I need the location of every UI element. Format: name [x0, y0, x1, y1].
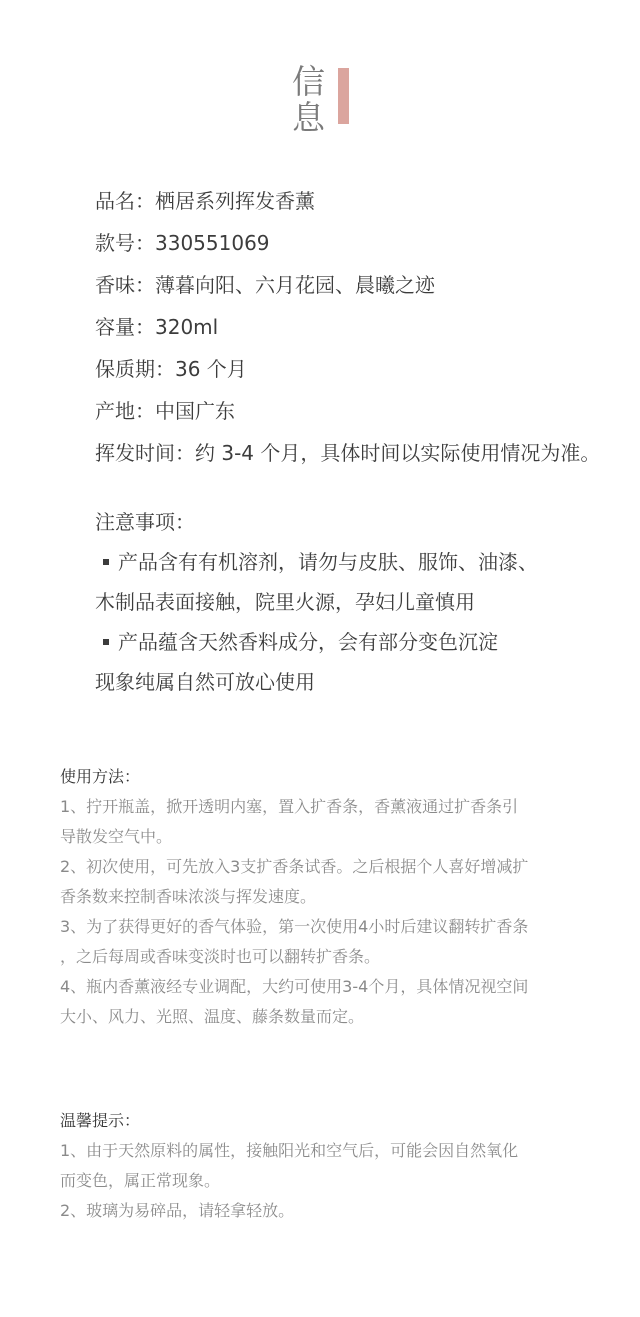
usage-title: 使用方法： [60, 767, 141, 786]
usage-line: 香条数来控制香味浓淡与挥发速度。 [60, 887, 317, 906]
precaution-item-2-text: 产品蕴含天然香料成分，会有部分变色沉淀 [118, 630, 498, 654]
precaution-item-2 [95, 622, 635, 662]
section-heading [290, 64, 370, 140]
usage-section [60, 762, 620, 1032]
usage-line: 大小、风力、光照、温度、藤条数量而定。 [60, 1007, 365, 1026]
precaution-item-1-cont: 木制品表面接触，院里火源，孕妇儿童慎用 [95, 590, 475, 614]
info-shelf-life: 保质期：36 个月 [95, 357, 247, 381]
info-volatilization-time: 挥发时间：约 3-4 个月，具体时间以实际使用情况为准。 [95, 441, 601, 465]
usage-line: 2、初次使用，可先放入3支扩香条试香。之后根据个人喜好增减扩 [60, 857, 529, 876]
usage-line: 4、瓶内香薰液经专业调配，大约可使用3-4个月，具体情况视空间 [60, 977, 529, 996]
usage-line: 导散发空气中。 [60, 827, 173, 846]
bullet-icon [103, 639, 109, 645]
info-volume: 容量：320ml [95, 315, 219, 339]
heading-char-1: 信 [292, 62, 325, 101]
info-product-name: 品名：栖居系列挥发香薰 [95, 189, 315, 213]
tips-line: 1、由于天然原料的属性，接触阳光和空气后，可能会因自然氧化 [60, 1141, 519, 1160]
precaution-item-1 [95, 542, 635, 582]
heading-char-2: 息 [292, 98, 325, 137]
usage-line: ，之后每周或香味变淡时也可以翻转扩香条。 [60, 947, 381, 966]
bullet-icon [103, 559, 109, 565]
info-model-number: 款号：330551069 [95, 231, 270, 255]
precaution-item-1-text: 产品含有有机溶剂，请勿与皮肤、服饰、油漆、 [118, 550, 538, 574]
precautions-title: 注意事项： [95, 510, 195, 534]
info-scent: 香味：薄暮向阳、六月花园、晨曦之迹 [95, 273, 435, 297]
usage-line: 1、拧开瓶盖，掀开透明内塞，置入扩香条，香薰液通过扩香条引 [60, 797, 519, 816]
precaution-item-2-cont: 现象纯属自然可放心使用 [95, 670, 315, 694]
tips-section [60, 1106, 620, 1226]
info-origin: 产地：中国广东 [95, 399, 235, 423]
heading-accent-bar [338, 68, 349, 124]
tips-line: 而变色，属正常现象。 [60, 1171, 221, 1190]
usage-line: 3、为了获得更好的香气体验，第一次使用4小时后建议翻转扩香条 [60, 917, 529, 936]
precautions-section [95, 502, 635, 702]
tips-title: 温馨提示： [60, 1111, 141, 1130]
product-info-list [95, 181, 600, 475]
tips-line: 2、玻璃为易碎品，请轻拿轻放。 [60, 1201, 295, 1220]
